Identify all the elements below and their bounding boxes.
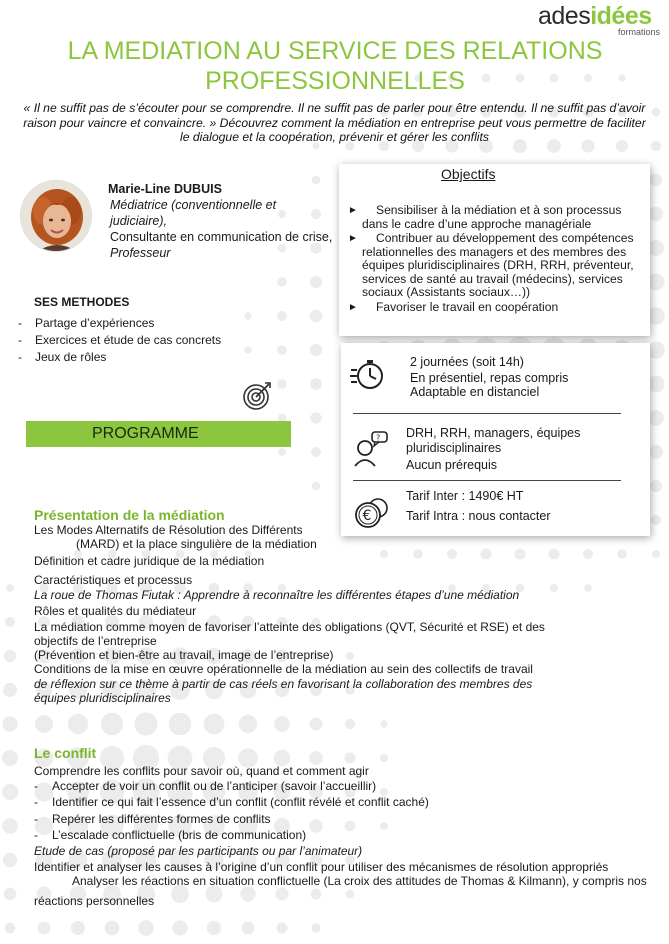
programme-line: Les Modes Alternatifs de Résolution des Différents (34, 523, 303, 537)
adesidees-logo (538, 2, 664, 38)
list-item: ► Sensibiliser à la médiation et à son processus dans le cadre d’une approche managériale (348, 204, 648, 231)
logo-brand-part-1: ades (538, 2, 591, 30)
trainer-role-professor: Professeur (110, 246, 171, 260)
objectives-title: Objectifs (441, 166, 496, 182)
intro-quote: « Il ne suffit pas de s’écouter pour se comprendre. Il ne suffit pas de parler pour être entendu. Il ne suffit pas d’avoir raison pour vaincre et convaincre. » Découvrez comment la médiation en entreprise peut vous permettre de faciliter le dialogue et la coopération, prévenir et gérer les conflits (23, 101, 646, 145)
programme-line: Analyser les réactions en situation conflictuelle (La croix des attitudes de Thomas & Kilmann), y compris nos (72, 874, 647, 888)
divider (353, 413, 621, 414)
trainer-info (108, 181, 333, 261)
price-intra-text: Tarif Intra : nous contacter (406, 509, 551, 523)
svg-text:?: ? (376, 433, 381, 443)
list-item: - Exercices et étude de cas concrets (18, 332, 221, 349)
programme-line: Rôles et qualités du médiateur (34, 604, 197, 618)
trainer-role-consultant: Consultante en communication de crise, (110, 230, 333, 244)
list-item: ► Favoriser le travail en coopération (348, 301, 648, 315)
list-item: - Partage d’expériences (18, 315, 221, 332)
logo-brand-part-2: idées (590, 2, 652, 30)
programme-line: réactions personnelles (34, 894, 155, 908)
programme-line: Conditions de la mise en œuvre opérationnelle de la médiation au sein des collectifs de travail (34, 662, 533, 676)
stopwatch-icon (349, 355, 387, 393)
list-item: - Repérer les différentes formes de conflits (34, 812, 271, 826)
target-icon (241, 380, 273, 412)
duration-text: 2 journées (soit 14h) (410, 355, 524, 369)
coins-icon (352, 494, 390, 532)
trainer-role-mediator: Médiatrice (conventionnelle et judiciaire), (110, 198, 277, 228)
methods-title: SES METHODES (34, 295, 130, 309)
programme-line: de réflexion sur ce thème à partir de cas réels en favorisant la collaboration des membres des (34, 677, 533, 691)
svg-text:€: € (362, 508, 372, 524)
section-title-mediation: Présentation de la médiation (34, 507, 225, 523)
price-inter-text: Tarif Inter : 1490€ HT (406, 489, 524, 503)
list-item: - L’escalade conflictuelle (bris de communication) (34, 828, 307, 842)
section-title-conflict: Le conflit (34, 745, 97, 761)
audience-icon (352, 430, 390, 468)
audience-text: DRH, RRH, managers, équipes pluridisciplinaires (406, 426, 581, 455)
programme-line: équipes pluridisciplinaires (34, 691, 171, 705)
programme-line: Identifier et analyser les causes à l’origine d’un conflit pour utiliser des mécanismes de résolution appropriés (34, 860, 609, 874)
list-item: ► Contribuer au développement des compétences relationnelles des managers et des membres des équipes pluridisciplinaires (DRH, RRH, préventeur, services de santé au travail (médecins), services sociaux (Assistants sociaux…)) (348, 232, 648, 300)
trainer-photo (20, 180, 92, 252)
programme-line: Comprendre les conflits pour savoir où, quand et comment agir (34, 764, 369, 778)
programme-line: La roue de Thomas Fiutak : Apprendre à reconnaître les différentes étapes d’une médiation (34, 588, 520, 602)
prerequisite-text: Aucun prérequis (406, 458, 498, 472)
programme-line: Etude de cas (proposé par les participants ou par l’animateur) (34, 844, 363, 858)
objectives-list (348, 204, 648, 315)
programme-line: (Prévention et bien-être au travail, image de l’entreprise) (34, 648, 334, 662)
programme-line: La médiation comme moyen de favoriser l’atteinte des obligations (QVT, Sécurité et RSE) et des (34, 620, 545, 634)
programme-banner: PROGRAMME (26, 421, 291, 447)
list-item: - Jeux de rôles (18, 349, 221, 366)
list-item: - Identifier ce qui fait l’essence d’un conflit (conflit révélé et conflit caché) (34, 795, 429, 809)
remote-text: Adaptable en distanciel (410, 385, 540, 399)
methods-list (18, 315, 221, 366)
page-title: LA MEDIATION AU SERVICE DES RELATIONS PROFESSIONNELLES (67, 37, 603, 95)
programme-line: Définition et cadre juridique de la médiation (34, 554, 265, 568)
format-text: En présentiel, repas compris (410, 371, 569, 385)
programme-line: (MARD) et la place singulière de la médiation (76, 537, 317, 551)
list-item: - Accepter de voir un conflit ou de l’anticiper (savoir l’accueillir) (34, 779, 377, 793)
logo-subtitle: formations (617, 27, 660, 37)
divider (353, 480, 621, 481)
trainer-name: Marie-Line DUBUIS (108, 182, 222, 196)
programme-line: Caractéristiques et processus (34, 573, 193, 587)
programme-line: objectifs de l’entreprise (34, 634, 157, 648)
